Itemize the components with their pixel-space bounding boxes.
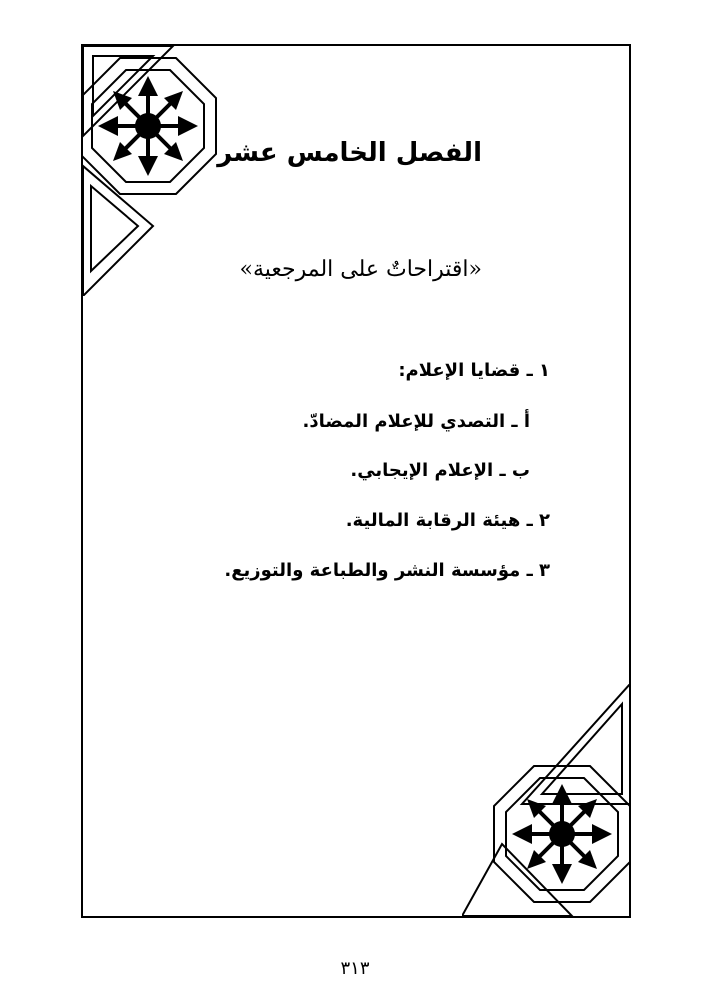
chapter-title: الفصل الخامس عشر — [217, 138, 482, 168]
bottom-right-star-rosette-icon — [462, 684, 630, 916]
chapter-subtitle: «اقتراحاتٌ على المرجعية» — [239, 257, 482, 282]
contents-item-3: ٣ ـ مؤسسة النشر والطباعة والتوزيع. — [224, 560, 550, 581]
contents-item-1: ١ ـ قضايا الإعلام: — [398, 360, 550, 381]
contents-item-1a: أ ـ التصدي للإعلام المضادّ. — [302, 411, 530, 432]
contents-item-1b: ب ـ الإعلام الإيجابي. — [350, 460, 530, 481]
contents-item-2: ٢ ـ هيئة الرقابة المالية. — [345, 510, 550, 531]
top-left-star-rosette-icon — [83, 46, 233, 296]
page-number: ٣١٣ — [340, 958, 370, 979]
